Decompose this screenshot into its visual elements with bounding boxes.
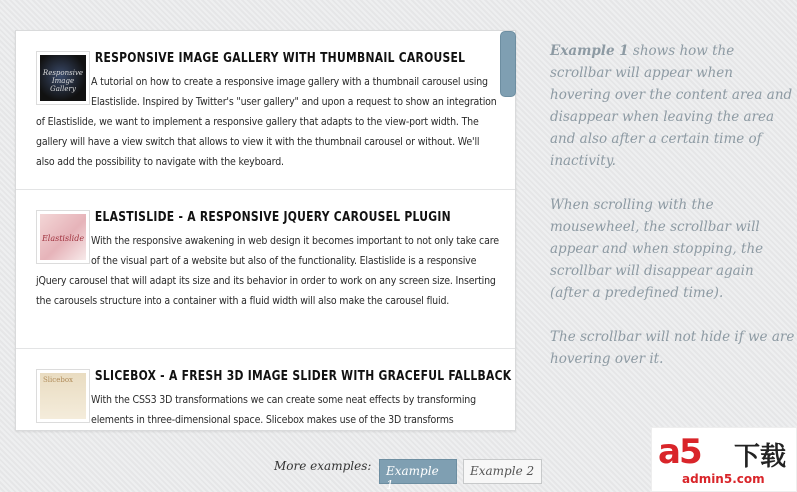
watermark-cn-text: 下载 <box>734 442 787 472</box>
more-examples-label: More examples: <box>274 459 372 473</box>
article-title[interactable]: ELASTISLIDE - A RESPONSIVE JQUERY CAROUSEL PLUGIN <box>94 210 451 225</box>
article-item <box>16 31 515 190</box>
thumbnail-image: Slicebox <box>40 373 86 419</box>
sidebar-text: shows how the scrollbar will appear when hovering over the content area and disappear when leaving the area and also after a certain time of inactivity. <box>550 43 793 169</box>
article-item <box>16 190 515 349</box>
article-text: A tutorial on how to create a responsive image gallery with a thumbnail carousel using Elastislide. Inspired by Twitter's "user gallery" and upon a request to show an integration of Elastislide, we want to implement a responsive gallery that adapts to the view-port width. The gallery will have a view switch that allows to view it with the thumbnail carousel or without. We'll also add the possibility to navigate with the keyboard. <box>36 75 497 168</box>
example-2-button[interactable]: Example 2 <box>463 459 542 484</box>
sidebar-paragraph-3: The scrollbar will not hide if we are hovering over it. <box>550 329 795 367</box>
sidebar-paragraph-2: When scrolling with the mousewheel, the scrollbar will appear and when stopping, the scrollbar will disappear again (after a predefined time). <box>550 197 764 301</box>
watermark-logo <box>651 427 797 492</box>
sidebar-paragraph-1 <box>550 40 795 172</box>
article-text: With the CSS3 3D transformations we can create some neat effects by transforming elements in three-dimensional space. Slicebox makes use of the 3D transforms <box>91 393 476 426</box>
article-text: With the responsive awakening in web design it becomes important to not only take care of the visual part of a website but also of the functionality. Elastislide is a responsive jQuery carousel that will adapt its size and its behavior in order to work on any screen size. Inserting the carousels structure into a container with a fluid width will also make the carousel fluid. <box>36 234 499 307</box>
thumbnail-image: Elastislide <box>40 214 86 260</box>
thumbnail-image: Responsive Image Gallery <box>40 55 86 101</box>
article-item <box>16 349 515 431</box>
example-label: Example 1 <box>550 43 629 59</box>
example-1-button[interactable]: Example 1 <box>379 459 457 484</box>
article-title[interactable]: RESPONSIVE IMAGE GALLERY WITH THUMBNAIL CAROUSEL <box>94 51 466 66</box>
sidebar-description <box>550 40 795 392</box>
article-title[interactable]: SLICEBOX - A FRESH 3D IMAGE SLIDER WITH GRACEFUL FALLBACK <box>94 369 512 384</box>
watermark-url: admin5.com <box>682 472 765 486</box>
content-scroll-panel[interactable] <box>15 30 516 431</box>
a5-logo-mark: a5 <box>658 432 701 472</box>
scrollbar-thumb[interactable] <box>500 31 516 97</box>
